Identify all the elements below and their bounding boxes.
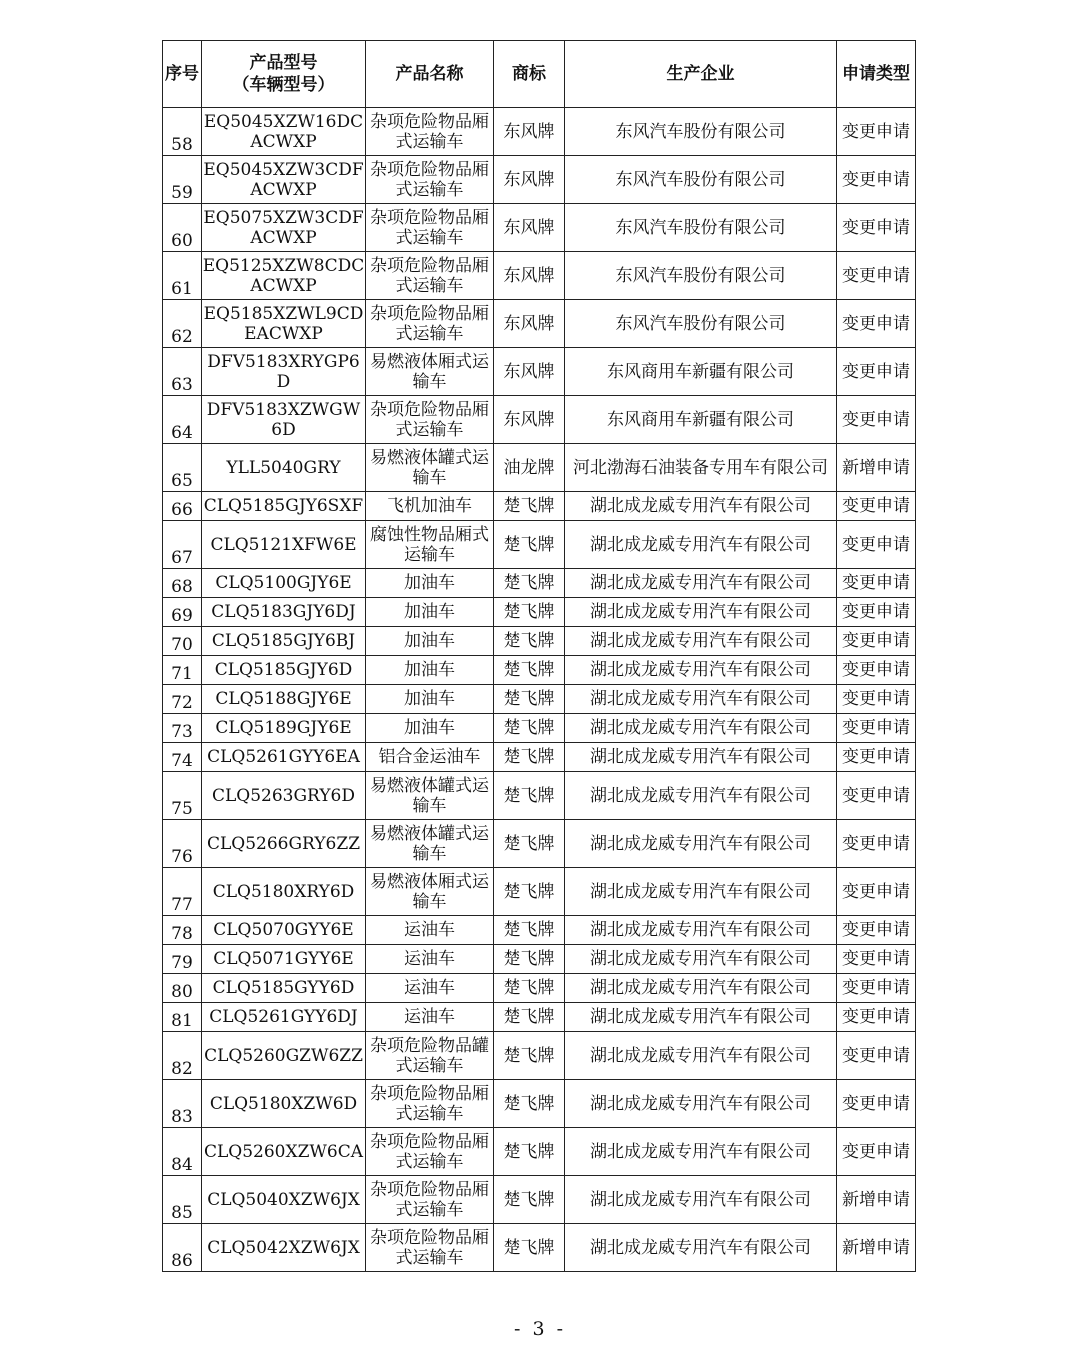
cell-brand: 东风牌 — [494, 252, 565, 300]
table-row — [163, 714, 916, 743]
cell-brand: 楚飞牌 — [494, 820, 565, 868]
cell-product-name: 杂项危险物品厢式运输车 — [366, 396, 494, 444]
cell-model: CLQ5261GYY6DJ — [202, 1003, 366, 1032]
cell-application-type: 变更申请 — [837, 204, 916, 252]
cell-application-type: 变更申请 — [837, 743, 916, 772]
cell-application-type: 变更申请 — [837, 598, 916, 627]
cell-seq: 86 — [163, 1224, 202, 1272]
cell-company: 东风汽车股份有限公司 — [565, 204, 837, 252]
table-row — [163, 656, 916, 685]
cell-company: 湖北成龙威专用汽车有限公司 — [565, 1176, 837, 1224]
cell-model: CLQ5121XFW6E — [202, 521, 366, 569]
table-row — [163, 772, 916, 820]
cell-brand: 楚飞牌 — [494, 1176, 565, 1224]
cell-product-name: 杂项危险物品厢式运输车 — [366, 1080, 494, 1128]
cell-brand: 楚飞牌 — [494, 569, 565, 598]
cell-seq: 81 — [163, 1003, 202, 1032]
cell-brand: 楚飞牌 — [494, 714, 565, 743]
cell-product-name: 杂项危险物品厢式运输车 — [366, 204, 494, 252]
cell-product-name: 运油车 — [366, 916, 494, 945]
cell-application-type: 新增申请 — [837, 444, 916, 492]
cell-brand: 楚飞牌 — [494, 1224, 565, 1272]
cell-product-name: 加油车 — [366, 656, 494, 685]
cell-seq: 66 — [163, 492, 202, 521]
cell-model: CLQ5071GYY6E — [202, 945, 366, 974]
cell-company: 东风汽车股份有限公司 — [565, 252, 837, 300]
cell-brand: 楚飞牌 — [494, 1003, 565, 1032]
cell-model: CLQ5042XZW6JX — [202, 1224, 366, 1272]
table-row — [163, 1032, 916, 1080]
cell-seq: 77 — [163, 868, 202, 916]
cell-brand: 楚飞牌 — [494, 492, 565, 521]
table-row — [163, 444, 916, 492]
cell-product-name: 杂项危险物品厢式运输车 — [366, 252, 494, 300]
table-row — [163, 348, 916, 396]
table-row — [163, 945, 916, 974]
cell-model: CLQ5185GJY6SXF — [202, 492, 366, 521]
cell-company: 湖北成龙威专用汽车有限公司 — [565, 1224, 837, 1272]
table-row — [163, 627, 916, 656]
cell-brand: 楚飞牌 — [494, 772, 565, 820]
table-row — [163, 598, 916, 627]
header-model — [202, 41, 366, 108]
cell-product-name: 杂项危险物品厢式运输车 — [366, 156, 494, 204]
cell-seq: 82 — [163, 1032, 202, 1080]
cell-application-type: 变更申请 — [837, 156, 916, 204]
cell-application-type: 变更申请 — [837, 1032, 916, 1080]
cell-product-name: 杂项危险物品厢式运输车 — [366, 1224, 494, 1272]
cell-brand: 楚飞牌 — [494, 685, 565, 714]
cell-model: CLQ5040XZW6JX — [202, 1176, 366, 1224]
cell-product-name: 杂项危险物品厢式运输车 — [366, 108, 494, 156]
header-model-line1: 产品型号 — [249, 53, 318, 73]
cell-company: 湖北成龙威专用汽车有限公司 — [565, 1032, 837, 1080]
cell-company: 湖北成龙威专用汽车有限公司 — [565, 627, 837, 656]
cell-application-type: 变更申请 — [837, 916, 916, 945]
table-row — [163, 108, 916, 156]
cell-company: 东风汽车股份有限公司 — [565, 300, 837, 348]
cell-seq: 79 — [163, 945, 202, 974]
cell-company: 河北渤海石油装备专用车有限公司 — [565, 444, 837, 492]
cell-product-name: 加油车 — [366, 598, 494, 627]
cell-seq: 71 — [163, 656, 202, 685]
cell-seq: 85 — [163, 1176, 202, 1224]
cell-product-name: 腐蚀性物品厢式运输车 — [366, 521, 494, 569]
cell-brand: 楚飞牌 — [494, 945, 565, 974]
cell-seq: 60 — [163, 204, 202, 252]
cell-application-type: 变更申请 — [837, 300, 916, 348]
cell-application-type: 变更申请 — [837, 1080, 916, 1128]
cell-brand: 东风牌 — [494, 156, 565, 204]
cell-seq: 84 — [163, 1128, 202, 1176]
cell-brand: 楚飞牌 — [494, 598, 565, 627]
cell-company: 湖北成龙威专用汽车有限公司 — [565, 868, 837, 916]
cell-company: 湖北成龙威专用汽车有限公司 — [565, 1080, 837, 1128]
cell-company: 湖北成龙威专用汽车有限公司 — [565, 521, 837, 569]
cell-model: DFV5183XRYGP6D — [202, 348, 366, 396]
cell-application-type: 变更申请 — [837, 820, 916, 868]
cell-seq: 78 — [163, 916, 202, 945]
table-row — [163, 521, 916, 569]
cell-seq: 74 — [163, 743, 202, 772]
table-row — [163, 974, 916, 1003]
cell-brand: 楚飞牌 — [494, 974, 565, 1003]
cell-company: 东风汽车股份有限公司 — [565, 108, 837, 156]
cell-company: 东风商用车新疆有限公司 — [565, 396, 837, 444]
cell-brand: 东风牌 — [494, 108, 565, 156]
cell-application-type: 变更申请 — [837, 1003, 916, 1032]
table-row — [163, 252, 916, 300]
table-row — [163, 300, 916, 348]
cell-brand: 楚飞牌 — [494, 521, 565, 569]
cell-product-name: 易燃液体罐式运输车 — [366, 772, 494, 820]
cell-application-type: 变更申请 — [837, 627, 916, 656]
table-row — [163, 820, 916, 868]
header-model-line2: （车辆型号） — [232, 75, 335, 95]
cell-model: EQ5045XZW16DCACWXP — [202, 108, 366, 156]
cell-company: 湖北成龙威专用汽车有限公司 — [565, 1128, 837, 1176]
cell-product-name: 易燃液体罐式运输车 — [366, 820, 494, 868]
cell-company: 湖北成龙威专用汽车有限公司 — [565, 685, 837, 714]
cell-seq: 61 — [163, 252, 202, 300]
cell-model: CLQ5180XZW6D — [202, 1080, 366, 1128]
cell-model: CLQ5188GJY6E — [202, 685, 366, 714]
cell-brand: 东风牌 — [494, 348, 565, 396]
cell-model: CLQ5100GJY6E — [202, 569, 366, 598]
table-row — [163, 569, 916, 598]
cell-product-name: 易燃液体厢式运输车 — [366, 868, 494, 916]
cell-application-type: 变更申请 — [837, 108, 916, 156]
cell-seq: 75 — [163, 772, 202, 820]
cell-seq: 67 — [163, 521, 202, 569]
cell-product-name: 杂项危险物品厢式运输车 — [366, 1176, 494, 1224]
cell-model: CLQ5180XRY6D — [202, 868, 366, 916]
cell-company: 湖北成龙威专用汽车有限公司 — [565, 974, 837, 1003]
cell-brand: 楚飞牌 — [494, 1128, 565, 1176]
cell-company: 湖北成龙威专用汽车有限公司 — [565, 820, 837, 868]
cell-application-type: 变更申请 — [837, 868, 916, 916]
cell-product-name: 易燃液体厢式运输车 — [366, 348, 494, 396]
header-brand: 商标 — [494, 41, 565, 108]
cell-application-type: 变更申请 — [837, 396, 916, 444]
cell-product-name: 加油车 — [366, 569, 494, 598]
cell-model: CLQ5266GRY6ZZ — [202, 820, 366, 868]
cell-model: CLQ5260XZW6CA — [202, 1128, 366, 1176]
cell-model: CLQ5189GJY6E — [202, 714, 366, 743]
table-row — [163, 868, 916, 916]
cell-seq: 70 — [163, 627, 202, 656]
cell-brand: 油龙牌 — [494, 444, 565, 492]
cell-company: 湖北成龙威专用汽车有限公司 — [565, 945, 837, 974]
cell-model: CLQ5260GZW6ZZ — [202, 1032, 366, 1080]
cell-company: 湖北成龙威专用汽车有限公司 — [565, 598, 837, 627]
cell-model: EQ5185XZWL9CDEACWXP — [202, 300, 366, 348]
cell-seq: 83 — [163, 1080, 202, 1128]
cell-model: CLQ5185GYY6D — [202, 974, 366, 1003]
cell-company: 湖北成龙威专用汽车有限公司 — [565, 656, 837, 685]
cell-product-name: 杂项危险物品厢式运输车 — [366, 300, 494, 348]
cell-product-name: 飞机加油车 — [366, 492, 494, 521]
cell-product-name: 杂项危险物品罐式运输车 — [366, 1032, 494, 1080]
table-row — [163, 1224, 916, 1272]
cell-company: 湖北成龙威专用汽车有限公司 — [565, 492, 837, 521]
header-company: 生产企业 — [565, 41, 837, 108]
cell-company: 湖北成龙威专用汽车有限公司 — [565, 743, 837, 772]
table-body — [163, 108, 916, 1272]
cell-application-type: 变更申请 — [837, 714, 916, 743]
cell-application-type: 变更申请 — [837, 656, 916, 685]
cell-brand: 东风牌 — [494, 396, 565, 444]
table-row — [163, 1080, 916, 1128]
cell-application-type: 变更申请 — [837, 772, 916, 820]
cell-brand: 楚飞牌 — [494, 656, 565, 685]
table-row — [163, 156, 916, 204]
cell-brand: 东风牌 — [494, 204, 565, 252]
cell-product-name: 运油车 — [366, 1003, 494, 1032]
cell-company: 东风汽车股份有限公司 — [565, 156, 837, 204]
cell-seq: 80 — [163, 974, 202, 1003]
cell-model: DFV5183XZWGW6D — [202, 396, 366, 444]
cell-brand: 楚飞牌 — [494, 1080, 565, 1128]
cell-company: 湖北成龙威专用汽车有限公司 — [565, 916, 837, 945]
cell-model: CLQ5261GYY6EA — [202, 743, 366, 772]
cell-product-name: 运油车 — [366, 945, 494, 974]
cell-seq: 76 — [163, 820, 202, 868]
cell-model: CLQ5185GJY6D — [202, 656, 366, 685]
cell-application-type: 变更申请 — [837, 685, 916, 714]
cell-application-type: 变更申请 — [837, 521, 916, 569]
cell-model: CLQ5070GYY6E — [202, 916, 366, 945]
cell-application-type: 变更申请 — [837, 492, 916, 521]
cell-company: 湖北成龙威专用汽车有限公司 — [565, 569, 837, 598]
cell-product-name: 加油车 — [366, 685, 494, 714]
cell-application-type: 变更申请 — [837, 1128, 916, 1176]
cell-product-name: 加油车 — [366, 714, 494, 743]
table-row — [163, 743, 916, 772]
cell-brand: 东风牌 — [494, 300, 565, 348]
vehicle-product-table — [162, 40, 916, 1272]
header-product-name: 产品名称 — [366, 41, 494, 108]
header-seq: 序号 — [163, 41, 202, 108]
table-row — [163, 916, 916, 945]
table-row — [163, 204, 916, 252]
cell-model: CLQ5183GJY6DJ — [202, 598, 366, 627]
cell-brand: 楚飞牌 — [494, 627, 565, 656]
cell-product-name: 杂项危险物品厢式运输车 — [366, 1128, 494, 1176]
cell-brand: 楚飞牌 — [494, 868, 565, 916]
cell-application-type: 变更申请 — [837, 348, 916, 396]
cell-application-type: 变更申请 — [837, 974, 916, 1003]
cell-seq: 64 — [163, 396, 202, 444]
cell-application-type: 新增申请 — [837, 1176, 916, 1224]
cell-model: CLQ5263GRY6D — [202, 772, 366, 820]
cell-model: CLQ5185GJY6BJ — [202, 627, 366, 656]
cell-model: YLL5040GRY — [202, 444, 366, 492]
table-row — [163, 1128, 916, 1176]
cell-company: 东风商用车新疆有限公司 — [565, 348, 837, 396]
table-row — [163, 685, 916, 714]
cell-product-name: 铝合金运油车 — [366, 743, 494, 772]
cell-seq: 63 — [163, 348, 202, 396]
table-row — [163, 492, 916, 521]
cell-brand: 楚飞牌 — [494, 916, 565, 945]
cell-application-type: 变更申请 — [837, 569, 916, 598]
cell-seq: 73 — [163, 714, 202, 743]
cell-company: 湖北成龙威专用汽车有限公司 — [565, 714, 837, 743]
cell-seq: 68 — [163, 569, 202, 598]
cell-company: 湖北成龙威专用汽车有限公司 — [565, 1003, 837, 1032]
table-row — [163, 1176, 916, 1224]
cell-seq: 58 — [163, 108, 202, 156]
page-number: - 3 - — [513, 1318, 566, 1340]
cell-company: 湖北成龙威专用汽车有限公司 — [565, 772, 837, 820]
header-application-type: 申请类型 — [837, 41, 916, 108]
table-row — [163, 396, 916, 444]
cell-model: EQ5045XZW3CDFACWXP — [202, 156, 366, 204]
cell-application-type: 新增申请 — [837, 1224, 916, 1272]
cell-model: EQ5075XZW3CDFACWXP — [202, 204, 366, 252]
cell-product-name: 运油车 — [366, 974, 494, 1003]
cell-product-name: 加油车 — [366, 627, 494, 656]
cell-seq: 72 — [163, 685, 202, 714]
cell-application-type: 变更申请 — [837, 945, 916, 974]
cell-seq: 69 — [163, 598, 202, 627]
cell-seq: 59 — [163, 156, 202, 204]
table-row — [163, 1003, 916, 1032]
cell-model: EQ5125XZW8CDCACWXP — [202, 252, 366, 300]
cell-application-type: 变更申请 — [837, 252, 916, 300]
cell-seq: 62 — [163, 300, 202, 348]
cell-seq: 65 — [163, 444, 202, 492]
cell-product-name: 易燃液体罐式运输车 — [366, 444, 494, 492]
table-header-row — [163, 41, 916, 108]
cell-brand: 楚飞牌 — [494, 743, 565, 772]
cell-brand: 楚飞牌 — [494, 1032, 565, 1080]
